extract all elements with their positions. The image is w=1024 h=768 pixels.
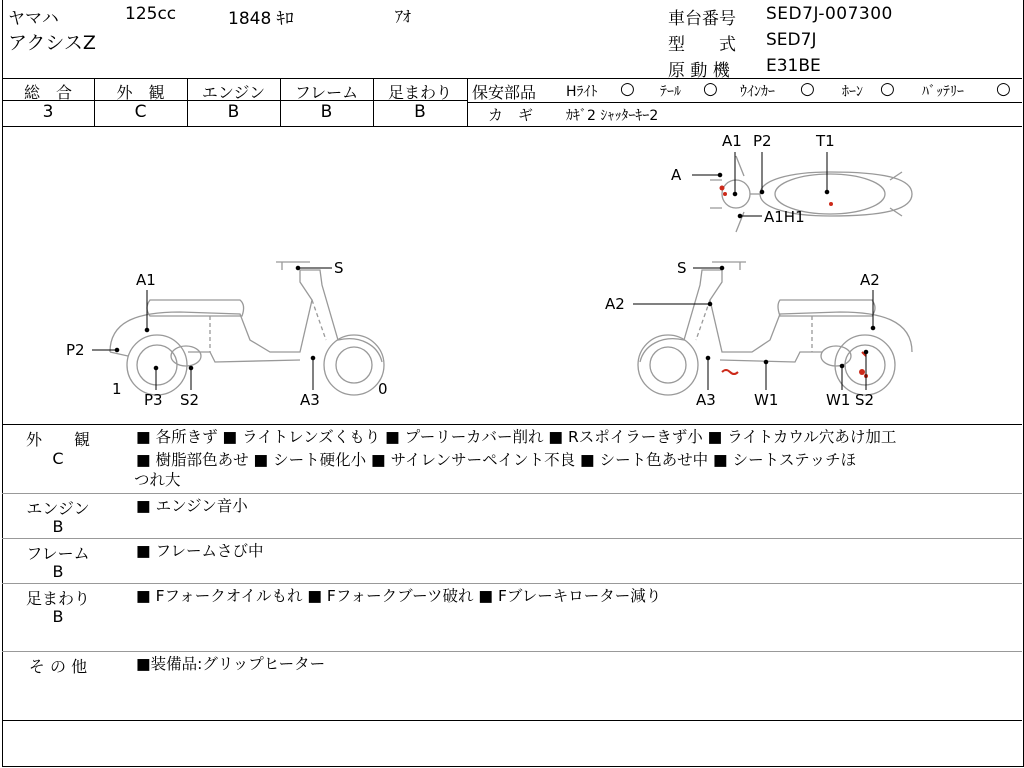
frame-no: SED7J-007300 xyxy=(766,4,893,24)
label-right-s2: S2 xyxy=(855,391,875,409)
divider xyxy=(467,102,1022,103)
label-left-1: 1 xyxy=(112,380,122,398)
label-left-0: 0 xyxy=(378,380,388,398)
safety-item-battery: ﾊﾞｯﾃﾘｰ xyxy=(922,84,964,100)
label-top-a1: A1 xyxy=(722,132,742,150)
score-label: フレーム xyxy=(294,83,359,102)
section-label: 足まわり xyxy=(25,589,90,608)
score-label: 総 合 xyxy=(23,83,72,102)
label-left-s: S xyxy=(334,259,344,277)
section-note-line: つれ大 xyxy=(134,471,181,489)
section-note-line: ■ エンジン音小 xyxy=(136,497,248,515)
type-label: 型 式 xyxy=(668,35,736,55)
score-label: 足まわり xyxy=(387,83,452,102)
divider xyxy=(467,78,468,126)
section-grade: C xyxy=(52,449,64,468)
ok-mark: ○ xyxy=(620,79,635,99)
model-name: アクシスZ xyxy=(8,32,96,54)
key-label: カ ギ xyxy=(488,106,534,124)
score-label: 外 観 xyxy=(116,83,165,102)
mileage: 1848 ｷﾛ xyxy=(228,9,294,29)
color: ｱｵ xyxy=(395,7,412,26)
safety-item-headlight: Hﾗｲﾄ xyxy=(566,84,598,100)
safety-item-winker: ｳｲﾝｶｰ xyxy=(740,84,775,100)
section-label: エンジン xyxy=(26,499,90,518)
damage-diagram xyxy=(0,126,1024,424)
section-note-line: ■ Fフォークオイルもれ ■ Fフォークブーツ破れ ■ Fブレーキローター減り xyxy=(136,587,662,605)
score-value: C xyxy=(134,102,147,122)
section-label: フレーム xyxy=(26,544,90,563)
label-left-p3: P3 xyxy=(144,391,163,409)
label-left-a1: A1 xyxy=(136,271,156,289)
section-grade: B xyxy=(52,517,64,536)
divider xyxy=(2,493,1022,494)
label-right-a2b: A2 xyxy=(860,271,880,289)
ok-mark: ○ xyxy=(703,79,718,99)
label-left-p2: P2 xyxy=(66,341,85,359)
section-note-line: ■ 各所きず ■ ライトレンズくもり ■ プーリーカバー削れ ■ Rスポイラーきず小 ■ ライトカウル穴あけ加工 xyxy=(136,428,897,446)
scooter-top-view xyxy=(710,156,912,232)
label-top-a: A xyxy=(671,166,682,184)
label-right-w1: W1 xyxy=(754,391,779,409)
label-left-a3: A3 xyxy=(300,391,320,409)
ok-mark: ○ xyxy=(880,79,895,99)
frame-no-label: 車台番号 xyxy=(668,9,736,29)
section-note-line: ■ フレームさび中 xyxy=(136,542,264,560)
label-right-a3: A3 xyxy=(696,391,716,409)
score-value: B xyxy=(227,102,240,122)
safety-label: 保安部品 xyxy=(472,83,537,102)
displacement: 125cc xyxy=(125,4,177,24)
divider xyxy=(2,424,1022,425)
safety-item-horn: ﾎｰﾝ xyxy=(842,84,863,100)
key-value: ｶｷﾞ2 ｼｬｯﾀｰｷｰ2 xyxy=(566,108,659,124)
divider xyxy=(2,538,1022,539)
divider xyxy=(2,720,1022,721)
label-left-s2: S2 xyxy=(180,391,200,409)
score-value: B xyxy=(414,102,426,122)
label-top-p2: P2 xyxy=(753,132,772,150)
ok-mark: ○ xyxy=(996,79,1011,99)
label-top-t1: T1 xyxy=(816,132,835,150)
section-grade: B xyxy=(52,607,64,626)
section-grade: B xyxy=(52,562,64,581)
divider xyxy=(2,583,1022,584)
label-right-w1b: W1 xyxy=(826,391,851,409)
score-label: エンジン xyxy=(201,83,266,102)
type-value: SED7J xyxy=(766,30,817,50)
divider xyxy=(2,651,1022,652)
ok-mark: ○ xyxy=(800,79,815,99)
engine-label: 原 動 機 xyxy=(668,61,730,81)
section-label: 外 観 xyxy=(25,430,90,449)
section-note-line: ■装備品:グリップヒーター xyxy=(136,655,326,673)
section-note-line: ■ 樹脂部色あせ ■ シート硬化小 ■ サイレンサーペイント不良 ■ シート色あせ中 ■ シートステッチほ xyxy=(136,451,857,469)
engine-value: E31BE xyxy=(766,56,821,76)
score-value: 3 xyxy=(42,102,54,122)
label-top-a1h1: A1H1 xyxy=(764,208,805,226)
section-label: そ の 他 xyxy=(28,657,88,676)
maker: ヤマハ xyxy=(8,9,59,29)
label-right-a2: A2 xyxy=(605,295,625,313)
score-value: B xyxy=(320,102,333,122)
safety-item-tail: ﾃｰﾙ xyxy=(660,84,681,100)
divider xyxy=(2,78,1022,79)
label-right-s: S xyxy=(677,259,687,277)
